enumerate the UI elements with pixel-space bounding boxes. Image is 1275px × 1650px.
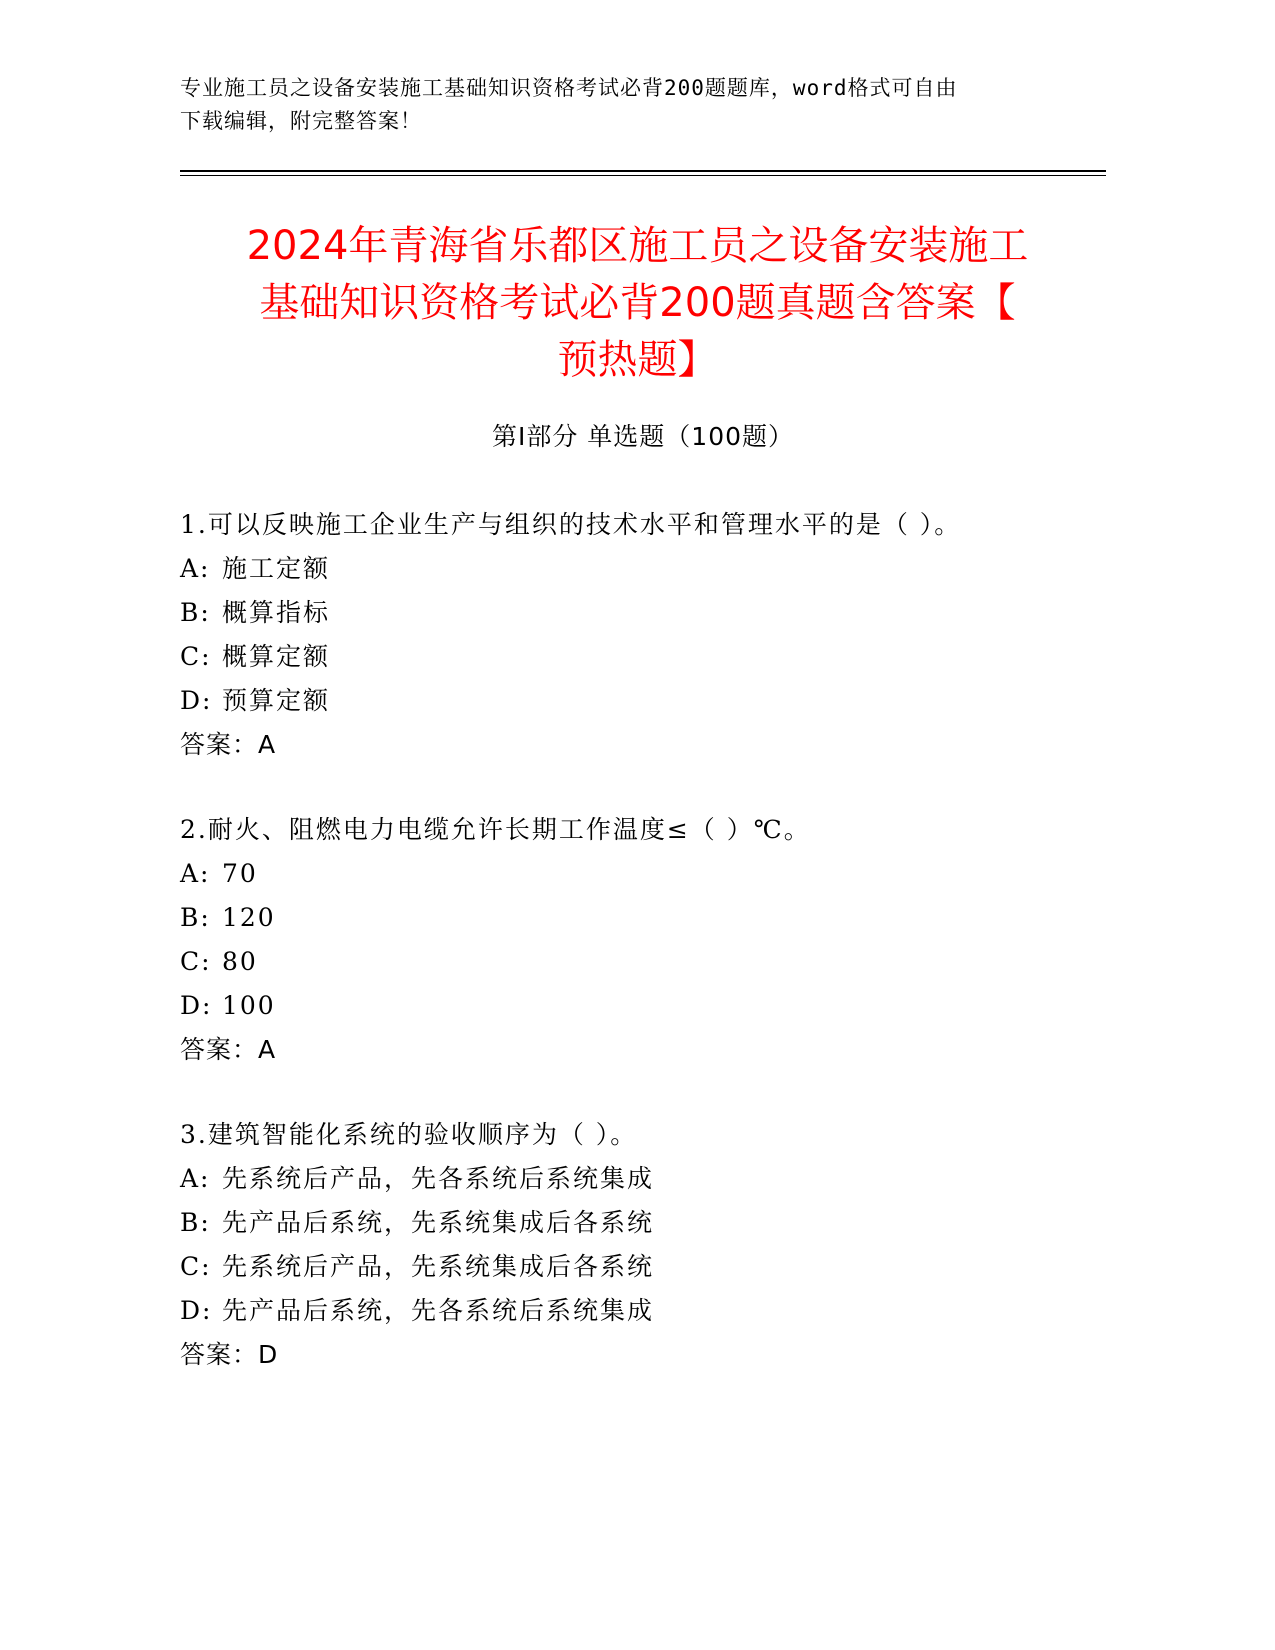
option-text: 120: [222, 903, 276, 932]
title-line-3: 预热题】: [557, 337, 718, 383]
option-text: 概算指标: [222, 598, 331, 627]
option-b: [180, 591, 1106, 635]
option-a: [180, 852, 1106, 896]
document-title: [150, 218, 1125, 389]
title-line-1: 2024年青海省乐都区施工员之设备安装施工: [246, 223, 1029, 269]
option-c: [180, 940, 1106, 984]
option-text: 先产品后系统，先系统集成后各系统: [222, 1208, 655, 1237]
header-divider-thin: [180, 175, 1106, 176]
option-text: 预算定额: [222, 686, 331, 715]
option-d: [180, 984, 1106, 1028]
answer: [180, 1028, 1106, 1072]
answer-value: A: [258, 1035, 277, 1064]
question-2: [180, 808, 1106, 1072]
intro-line-1: 专业施工员之设备安装施工基础知识资格考试必背200题题库，word格式可自由: [180, 76, 958, 100]
answer-value: D: [258, 1340, 279, 1369]
option-c: [180, 1245, 1106, 1289]
option-key: B:: [180, 1208, 211, 1237]
option-text: 施工定额: [222, 554, 331, 583]
question-stem: 1.可以反映施工企业生产与组织的技术水平和管理水平的是（ ）。: [180, 510, 962, 539]
question-3: [180, 1113, 1106, 1377]
section-heading: 第Ⅰ部分 单选题（100题）: [491, 422, 795, 451]
option-text: 先系统后产品，先系统集成后各系统: [222, 1252, 655, 1281]
option-key: D:: [180, 1296, 213, 1325]
option-text: 70: [222, 859, 258, 888]
option-key: C:: [180, 1252, 212, 1281]
option-d: [180, 1289, 1106, 1333]
answer-label: 答案：: [180, 1035, 259, 1064]
option-key: B:: [180, 903, 211, 932]
answer: [180, 1333, 1106, 1377]
option-c: [180, 635, 1106, 679]
option-text: 100: [222, 991, 276, 1020]
option-key: A:: [180, 859, 211, 888]
option-d: [180, 679, 1106, 723]
question-stem: 3.建筑智能化系统的验收顺序为（ ）。: [180, 1120, 638, 1149]
header-divider-thick: [180, 170, 1106, 172]
intro-line-2: 下载编辑，附完整答案！: [180, 109, 422, 133]
option-text: 先产品后系统，先各系统后系统集成: [222, 1296, 655, 1325]
option-a: [180, 547, 1106, 591]
option-b: [180, 896, 1106, 940]
answer-label: 答案：: [180, 1340, 259, 1369]
option-text: 80: [222, 947, 258, 976]
option-b: [180, 1201, 1106, 1245]
option-key: A:: [180, 1164, 211, 1193]
option-key: A:: [180, 554, 211, 583]
option-key: C:: [180, 947, 212, 976]
option-key: D:: [180, 991, 213, 1020]
option-text: 先系统后产品，先各系统后系统集成: [222, 1164, 655, 1193]
answer: [180, 723, 1106, 767]
option-a: [180, 1157, 1106, 1201]
option-key: B:: [180, 598, 211, 627]
option-text: 概算定额: [222, 642, 331, 671]
question-1: [180, 503, 1106, 767]
answer-label: 答案：: [180, 730, 259, 759]
option-key: C:: [180, 642, 212, 671]
option-key: D:: [180, 686, 213, 715]
answer-value: A: [258, 730, 277, 759]
title-line-2: 基础知识资格考试必背200题真题含答案【: [259, 280, 1016, 326]
intro-paragraph: [180, 72, 1080, 138]
question-stem: 2.耐火、阻燃电力电缆允许长期工作温度≤（ ）℃。: [180, 815, 811, 844]
